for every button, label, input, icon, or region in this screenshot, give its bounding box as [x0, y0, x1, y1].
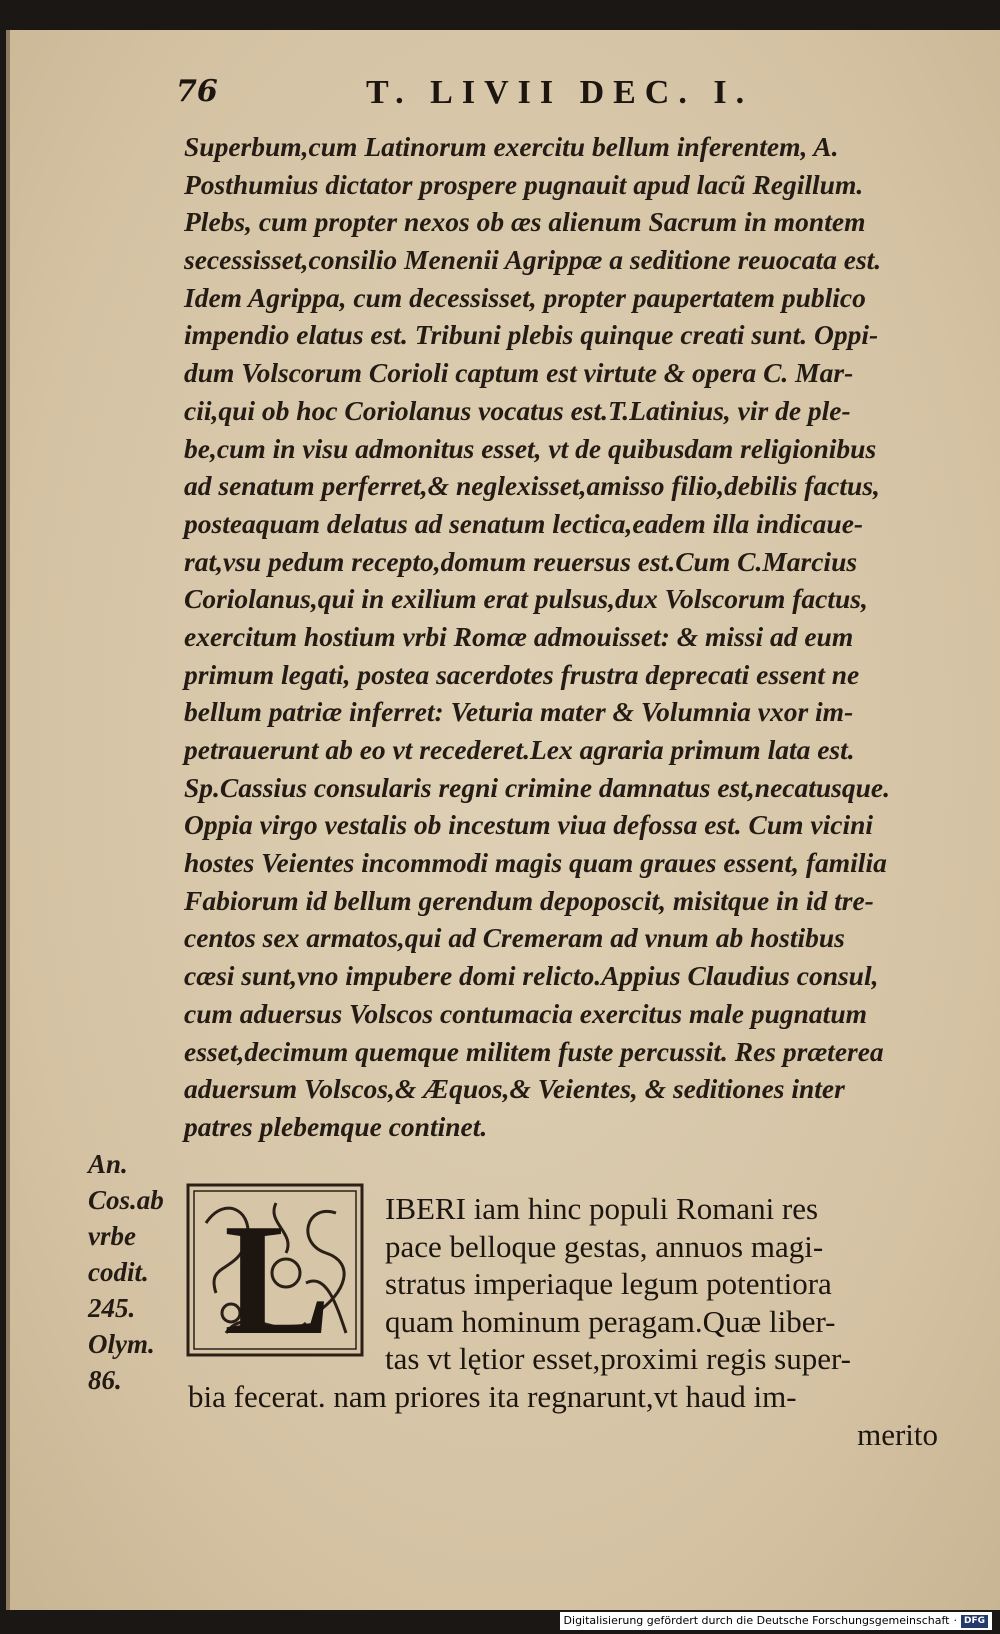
ornament-initial-icon [186, 1183, 364, 1357]
text-line: merito [857, 1416, 938, 1452]
dfg-logo-icon: DFG [961, 1615, 988, 1628]
marginal-note-line: 86. [88, 1365, 122, 1395]
chapter-summary [184, 128, 936, 1146]
running-head: T. LIVII DEC. I. [366, 74, 754, 111]
summary-line: bellum patriæ inferret: Veturia mater & Volumnia vxor im- [184, 696, 854, 728]
text-line: tas vt lętior esset,proximi regis super- [385, 1341, 851, 1376]
summary-line: Oppia virgo vestalis ob incestum viua defossa est. Cum vicini [184, 809, 874, 841]
text-line: IBERI iam hinc populi Romani res [385, 1191, 819, 1226]
text-line: quam hominum peragam.Quæ liber- [385, 1303, 836, 1339]
summary-line: centos sex armatos,qui ad Cremeram ad vnum ab hostibus [184, 922, 845, 954]
digitization-credit: Digitalisierung gefördert durch die Deutsche Forschungsgemeinschaft · DFG [560, 1612, 992, 1630]
marginal-note-line: Olym. [88, 1329, 155, 1359]
summary-line: posteaquam delatus ad senatum lectica,eadem illa indicaue- [184, 507, 864, 539]
credit-text: Digitalisierung gefördert durch die Deutsche Forschungsgemeinschaft [563, 1614, 950, 1627]
summary-line: patres plebemque continet. [184, 1110, 488, 1142]
summary-line: Idem Agrippa, cum decessisset, propter paupertatem publico [184, 281, 866, 313]
summary-line: aduersum Volscos,& Æquos,& Veientes, & seditiones inter [184, 1073, 845, 1105]
decorated-initial [186, 1183, 364, 1357]
summary-line: petrauerunt ab eo vt recederet.Lex agraria primum lata est. [184, 734, 855, 765]
summary-line: cum aduersus Volscos contumacia exercitus male pugnatum [184, 997, 868, 1029]
main-text-full [188, 1378, 938, 1453]
summary-line: exercitum hostium vrbi Romæ admouisset: & missi ad eum [184, 620, 854, 652]
summary-line: dum Volscorum Corioli captum est virtute & opera C. Mar- [184, 357, 854, 389]
marginal-note-line: 245. [88, 1293, 136, 1323]
summary-line: Fabiorum id bellum gerendum depoposcit, misitque in id tre- [184, 884, 874, 916]
marginal-note-line: An. [88, 1149, 128, 1179]
main-text-narrow [385, 1190, 940, 1378]
summary-line: secessisset,consilio Menenii Agrippæ a seditione reuocata est. [184, 244, 882, 276]
marginal-note [88, 1146, 183, 1398]
summary-line: esset,decimum quemque militem fuste percussit. Res præterea [184, 1035, 884, 1067]
summary-line: ad senatum perferret,& neglexisset,amisso filio,debilis factus, [184, 470, 880, 502]
summary-line: rat,vsu pedum recepto,domum reuersus est.Cum C.Marcius [184, 545, 858, 577]
summary-line: cii,qui ob hoc Coriolanus vocatus est.T.Latinius, vir de ple- [184, 394, 851, 426]
summary-line: Sp.Cassius consularis regni crimine damnatus est,necatusque. [184, 771, 890, 803]
text-line: bia fecerat. nam priores ita regnarunt,vt haud im- [188, 1379, 797, 1414]
summary-line: primum legati, postea sacerdotes frustra deprecati essent ne [184, 658, 860, 690]
marginal-note-line: vrbe [88, 1221, 136, 1251]
summary-line: cæsi sunt,vno impubere domi relicto.Appius Claudius consul, [184, 960, 879, 992]
summary-line: Posthumius dictator prospere pugnauit apud lacũ Regillum. [184, 168, 864, 200]
text-line: stratus imperiaque legum potentiora [385, 1266, 832, 1301]
page-header [176, 74, 800, 116]
summary-line: impendio elatus est. Tribuni plebis quinque creati sunt. Oppi- [184, 319, 879, 351]
summary-line: Coriolanus,qui in exilium erat pulsus,dux Volscorum factus, [184, 583, 868, 615]
summary-line: Plebs, cum propter nexos ob æs alienum Sacrum in montem [184, 206, 866, 238]
page-number: 76 [176, 74, 218, 109]
text-line: pace belloque gestas, annuos magi- [385, 1228, 824, 1264]
summary-line: Superbum,cum Latinorum exercitu bellum inferentem, A. [184, 131, 839, 162]
initial-letter: L [224, 1190, 331, 1357]
summary-line: hostes Veientes incommodi magis quam graues essent, familia [184, 847, 887, 879]
summary-line: be,cum in visu admonitus esset, vt de quibusdam religionibus [184, 432, 877, 464]
marginal-note-line: codit. [88, 1257, 149, 1287]
marginal-note-line: Cos.ab [88, 1185, 164, 1215]
